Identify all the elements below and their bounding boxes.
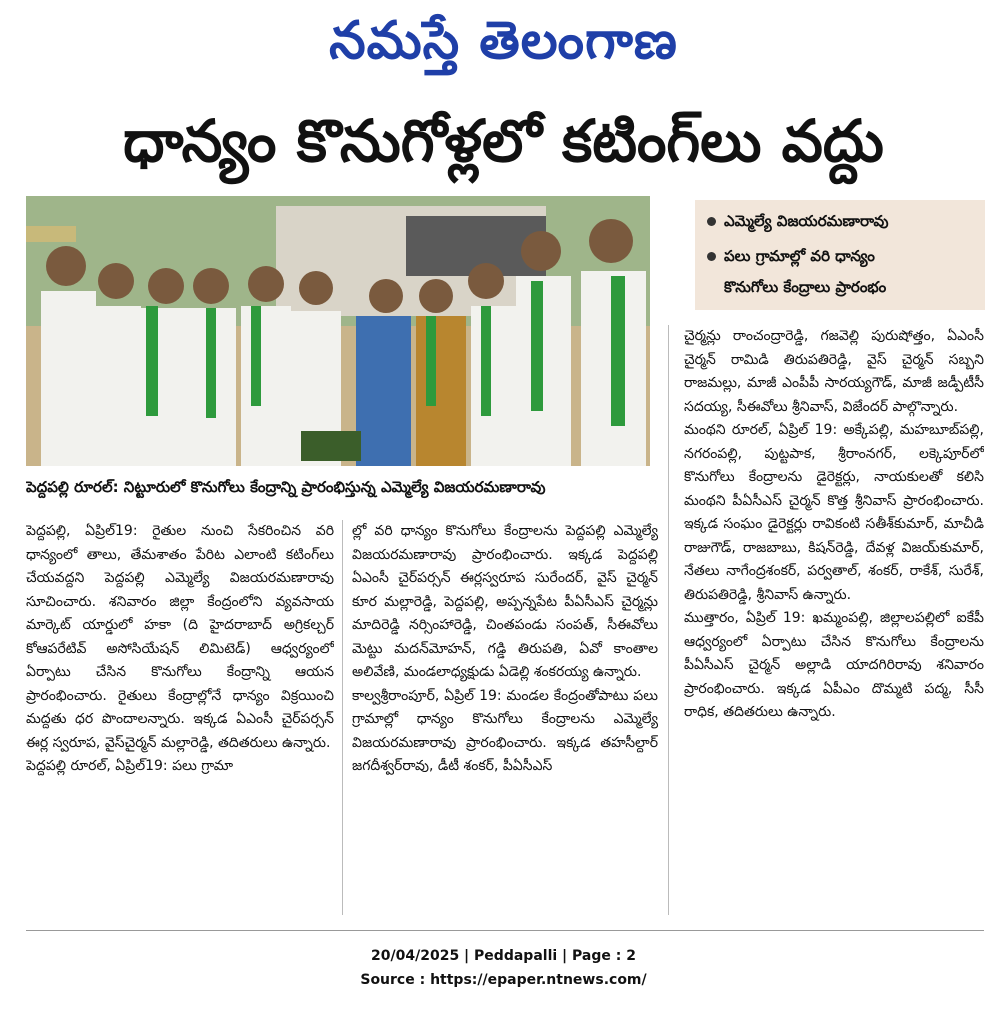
footer-date-line: 20/04/2025 | Peddapalli | Page : 2 bbox=[371, 948, 636, 964]
masthead bbox=[0, 0, 1007, 80]
highlight-item-continuation: కొనుగోలు కేంద్రాలు ప్రారంభం bbox=[724, 278, 887, 296]
column-divider bbox=[668, 325, 669, 915]
highlights-box bbox=[695, 200, 985, 310]
article-column-2 bbox=[352, 520, 658, 920]
footer-source-line: Source : https://epaper.ntnews.com/ bbox=[360, 972, 647, 988]
headline: ధాన్యం కొనుగోళ్లలో కటింగ్‌లు వద్దు bbox=[123, 107, 884, 175]
news-photo bbox=[26, 196, 650, 466]
photo-illustration bbox=[26, 196, 650, 466]
article-paragraph: ల్లో వరి ధాన్యం కొనుగోలు కేంద్రాలను పెద్దపల్లి ఎమ్మెల్యే విజయరమణారావు ప్రారంభించారు. ఇక్కడ పెద్దపల్లి ఏఎంసీ చైర్‌పర్సన్‌ ఈర్లస్వరూప సురేందర్‌, వైస్‌ చైర్మన్‌ కూర మల్లారెడ్డి, పెద్దపల్లి, అప్పన్నపేట పీఏసీఎస్‌ చైర్మన్లు మాదిరెడ్డి నర్సింహారెడ్డి, చింతపండు సంపత్‌, సీఈవోలు మెట్టు మదన్‌మోహన్‌, గడ్డి తిరుపతి, ఏవో కాంతాల అలివేణి, మండలాధ్యక్షుడు ఏడెల్లి శంకరయ్య ఉన్నారు. bbox=[352, 523, 658, 680]
article-column-1 bbox=[26, 520, 334, 920]
highlight-item: పలు గ్రామాల్లో వరి ధాన్యం bbox=[707, 247, 875, 269]
article-paragraph: పెద్దపల్లి, ఏప్రిల్‌19: రైతుల నుంచి సేకరించిన వరి ధాన్యంలో తాలు, తేమశాతం పేరిట ఎలాంటి కటింగ్‌లు చేయవద్దని పెద్దపల్లి ఎమ్మెల్యే విజయరమణారావు సూచించారు. శనివారం జిల్లా కేంద్రంలోని వ్యవసాయ మార్కెట్‌ యార్డులో హకా (ది హైదరాబాద్‌ అగ్రికల్చర్‌ కోఆపరేటివ్‌ అసోసియేషన్‌ లిమిటెడ్‌) ఆధ్వర్యంలో ఏర్పాటు చేసిన కొనుగోలు కేంద్రాన్ని ఆయన ప్రారంభించారు. రైతులు కేంద్రాల్లోనే ధాన్యం విక్రయించి మద్దతు ధర పొందాలన్నారు. ఇక్కడ ఏఎంసీ చైర్‌పర్సన్‌ ఈర్ల స్వరూప, వైస్‌చైర్మన్‌ మల్లారెడ్డి, తదితరులు ఉన్నారు. bbox=[26, 523, 334, 751]
highlight-item: ఎమ్మెల్యే విజయరమణారావు bbox=[707, 212, 889, 234]
article-paragraph: పెద్దపల్లి రూరల్‌, ఏప్రిల్‌19: పలు గ్రామా bbox=[26, 758, 234, 774]
photo-caption: పెద్దపల్లి రూరల్‌: నిట్టూరులో కొనుగోలు కేంద్రాన్ని ప్రారంభిస్తున్న ఎమ్మెల్యే విజయరమణారావు bbox=[26, 478, 546, 496]
article-paragraph: ముత్తారం, ఏప్రిల్‌ 19: ఖమ్మంపల్లి, జిల్లాలపల్లిలో ఐకేపీ ఆధ్వర్యంలో ఏర్పాటు చేసిన కొనుగోలు కేంద్రాలను పీఏసీఎస్‌ చైర్మన్‌ అల్లాడి యాదగిరిరావు శనివారం ప్రారంభించారు. ఇక్కడ ఏపీఎం దొమ్మటి పద్మ, సీసీ రాధిక, తదితరులు ఉన్నారు. bbox=[684, 610, 984, 720]
article-column-3 bbox=[684, 325, 984, 920]
article-paragraph: కాల్వశ్రీరాంపూర్‌, ఏప్రిల్‌ 19: మండల కేంద్రంతోపాటు పలు గ్రామాల్లో ధాన్యం కొనుగోలు కేంద్రాలను ఎమ్మెల్యే విజయరమణారావు ప్రారంభించారు. ఇక్కడ తహసీల్దార్‌ జగదీశ్వర్‌రావు, డీటీ శంకర్‌, పీఏసీఎస్‌ bbox=[352, 687, 658, 774]
column-divider bbox=[342, 520, 343, 915]
newspaper-logo: నమస్తే తెలంగాణ bbox=[329, 10, 678, 71]
bullet-icon bbox=[707, 217, 716, 226]
article-paragraph: చైర్మన్లు రాంచంద్రారెడ్డి, గజవెల్లి పురుషోత్తం, ఏఎంసీ చైర్మన్‌ రామిడి తిరుపతిరెడ్డి, వైస్‌ చైర్మన్‌ సబ్బని రాజమల్లు, మాజీ ఎంపీపీ సారయ్యగౌడ్‌, మాజీ జడ్పీటీసీ సదయ్య, సీఈవోలు శ్రీనివాస్‌, విజేందర్‌ పాల్గొన్నారు. bbox=[684, 328, 984, 415]
footer-rule bbox=[26, 930, 984, 931]
bullet-icon bbox=[707, 252, 716, 261]
article-paragraph: మంథని రూరల్‌, ఏప్రిల్‌ 19: అక్కేపల్లి, మహబూబ్‌పల్లి, నగరంపల్లి, పుట్టపాక, శ్రీరాంనగర్‌, లక్కెపూర్‌లో కొనుగోలు కేంద్రాలను డైరెక్టర్లు, నాయకులతో కలిసి మంథని పీఏసీఎస్‌ చైర్మన్‌ కొత్త శ్రీనివాస్‌ ప్రారంభించారు. ఇక్కడ సంఘం డైరెక్టర్లు రావికంటి సతీశ్‌కుమార్‌, మాచీడి రాజుగౌడ్‌, రాజబాబు, కిషన్‌రెడ్డి, దేవళ్ల విజయ్‌కుమార్‌, నేతలు నాగేంద్రశంకర్‌, పర్వతాల్‌, శంకర్‌, రాకేశ్‌, సురేశ్‌, తిరుపతిరెడ్డి, శ్రీనివాస్‌ ఉన్నారు. bbox=[684, 422, 984, 603]
